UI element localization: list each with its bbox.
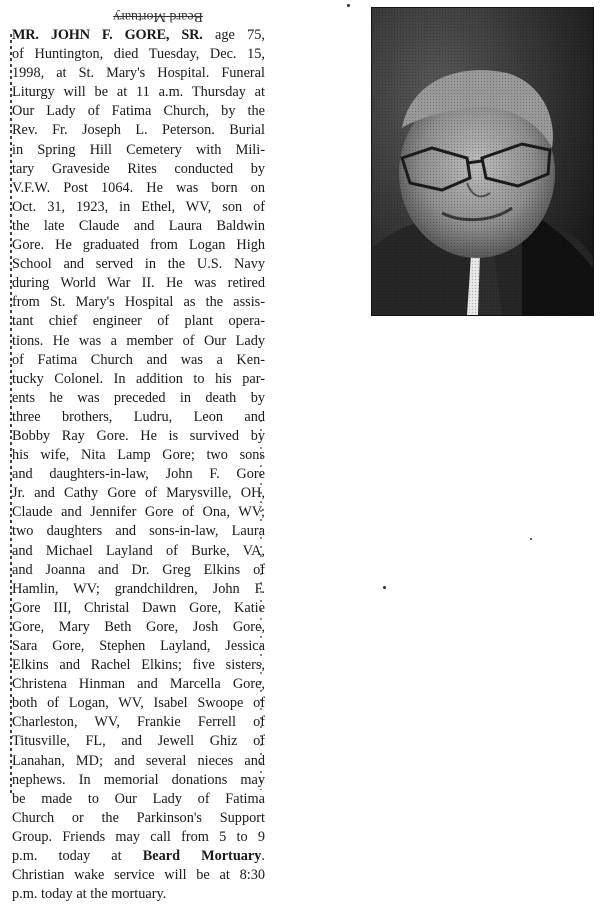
- deceased-name: MR. JOHN F. GORE, SR.: [12, 27, 203, 43]
- obituary-line: Sara Gore, Stephen Layland, Jessica: [12, 638, 265, 654]
- obituary-line: nephews. In memorial donations may: [12, 771, 265, 788]
- print-speck: [383, 586, 386, 589]
- obituary-line: be made to Our Lady of Fatima: [12, 790, 265, 807]
- obituary-line: Gore, Mary Beth Gore, Josh Gore,: [12, 618, 265, 635]
- obituary-line: tant chief engineer of plant opera-: [12, 313, 265, 330]
- obituary-line: MR. JOHN F. GORE, SR. age 75,: [12, 27, 265, 43]
- obituary-line: p.m. today at Beard Mortuary.: [12, 848, 265, 865]
- obituary-line: V.F.W. Post 1064. He was born on: [12, 179, 265, 196]
- portrait-photo-icon: [372, 8, 593, 315]
- obituary-line: and Joanna and Dr. Greg Elkins of: [12, 561, 265, 578]
- obituary-line: from St. Mary's Hospital as the assis-: [12, 294, 265, 311]
- obituary-line: tary Graveside Rites conducted by: [12, 160, 265, 177]
- obituary-line: Rev. Fr. Joseph L. Peterson. Burial: [12, 122, 265, 139]
- obituary-line: tions. He was a member of Our Lady: [12, 332, 265, 349]
- obituary-line: the late Claude and Laura Baldwin: [12, 217, 265, 234]
- obituary-line: Bobby Ray Gore. He is survived by: [12, 427, 265, 444]
- obituary-line: Elkins and Rachel Elkins; five sisters,: [12, 657, 265, 674]
- portrait-photo: [371, 7, 594, 316]
- obituary-line: his wife, Nita Lamp Gore; two sons: [12, 447, 265, 464]
- obituary-line: School and served in the U.S. Navy: [12, 256, 265, 273]
- obituary-line: of Huntington, died Tuesday, Dec. 15,: [12, 46, 265, 63]
- obituary-line: Liturgy will be at 11 a.m. Thursday at: [12, 84, 265, 101]
- obituary-line: Oct. 31, 1923, in Ethel, WV, son of: [12, 198, 265, 215]
- clipped-header-fragment: Beard Mortuary: [113, 9, 203, 24]
- obituary-line: Hamlin, WV; grandchildren, John F.: [12, 580, 265, 597]
- obituary-line: three brothers, Ludru, Leon and: [12, 408, 265, 425]
- obituary-line: and daughters-in-law, John F. Gore: [12, 466, 265, 483]
- obituary-line: Titusville, FL, and Jewell Ghiz of: [12, 733, 265, 750]
- obituary-line: p.m. today at the mortuary.: [12, 886, 167, 903]
- obituary-line: 1998, at St. Mary's Hospital. Funeral: [12, 65, 265, 82]
- obituary-line: Gore III, Christal Dawn Gore, Katie: [12, 599, 265, 616]
- obituary-line: Church or the Parkinson's Support: [12, 809, 265, 826]
- print-speck: [347, 4, 350, 7]
- obituary-line: of Fatima Church and was a Ken-: [12, 351, 265, 368]
- obituary-line: Claude and Jennifer Gore of Ona, WV;: [12, 504, 265, 521]
- obituary-line: Christian wake service will be at 8:30: [12, 867, 265, 884]
- obituary-line: Jr. and Cathy Gore of Marysville, OH,: [12, 485, 265, 502]
- obituary-line: Lanahan, MD; and several nieces and: [12, 752, 265, 769]
- obituary-line: tucky Colonel. In addition to his par-: [12, 370, 265, 387]
- obituary-line: Group. Friends may call from 5 to 9: [12, 828, 265, 845]
- print-speck: [530, 538, 532, 540]
- obituary-line: ents he was preceded in death by: [12, 389, 265, 406]
- mortuary-name: Beard Mortuary: [142, 848, 262, 865]
- obituary-line: and Michael Layland of Burke, VA,: [12, 542, 265, 559]
- obituary-line: Our Lady of Fatima Church, by the: [12, 103, 265, 120]
- obituary-line: two daughters and sons-in-law, Laura: [12, 523, 265, 540]
- obituary-text: [12, 26, 265, 904]
- obituary-line: Charleston, WV, Frankie Ferrell of: [12, 714, 265, 731]
- obituary-line: Christena Hinman and Marcella Gore,: [12, 676, 265, 693]
- obituary-line: Gore. He graduated from Logan High: [12, 237, 265, 254]
- obituary-line: both of Logan, WV, Isabel Swoope of: [12, 695, 265, 712]
- obituary-line: during World War II. He was retired: [12, 275, 265, 292]
- obituary-line: in Spring Hill Cemetery with Mili-: [12, 141, 265, 158]
